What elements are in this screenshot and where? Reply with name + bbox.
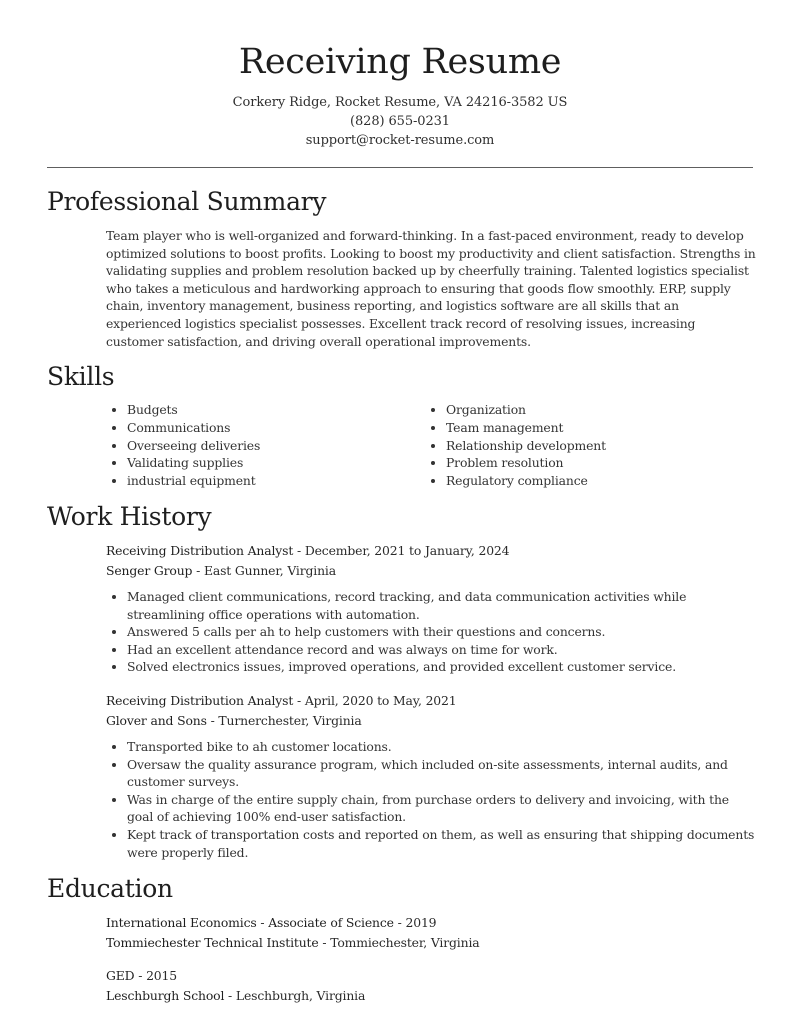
job-bullet: Managed client communications, record tracking, and data communication activities while streamlining office operations with automation. <box>106 588 756 623</box>
education-year: 2015 <box>146 968 177 983</box>
job-company: Senger Group <box>106 562 193 578</box>
job-company-line: Glover and Sons - Turnerchester, Virginia <box>106 712 362 728</box>
education-location: Leschburgh, Virginia <box>235 987 366 1003</box>
summary-heading: Professional Summary <box>47 187 327 216</box>
education-school-line: Leschburgh School - Leschburgh, Virginia <box>106 987 366 1003</box>
skill-item: Regulatory compliance <box>425 472 744 490</box>
job-responsibilities <box>106 738 756 861</box>
work-history-heading: Work History <box>47 502 212 531</box>
skill-item: Team management <box>425 419 744 437</box>
education-entry <box>106 966 756 1005</box>
job-bullet: Oversaw the quality assurance program, which included on-site assessments, internal audits, and customer surveys. <box>106 756 756 791</box>
contact-phone: (828) 655-0231 <box>350 114 450 129</box>
job-position: Receiving Distribution Analyst <box>106 543 294 558</box>
job-bullet: Kept track of transportation costs and reported on them, as well as ensuring that shipping documents were properly filed. <box>106 826 756 861</box>
job-location: Turnerchester, Virginia <box>218 712 362 728</box>
education-degree: Associate of Science <box>268 915 394 930</box>
skills-column-right <box>425 401 744 490</box>
summary-text: Team player who is well-organized and forward-thinking. In a fast-paced environment, ready to develop optimized solutions to boost profits. Looking to boost my productivity and client satisfaction. Strengths in validating supplies and problem resolution backed up by cheerfully training. Talented logistics specialist who takes a meticulous and hardworking approach to ensuring that goods flow smoothly. ERP, supply chain, inventory management, business reporting, and logistics software are all skills that an experienced logistics specialist possesses. Excellent track record of resolving issues, increasing customer satisfaction, and driving overall operational improvements. <box>106 228 756 349</box>
skill-item: industrial equipment <box>106 472 425 490</box>
job-entry <box>106 691 756 861</box>
job-responsibilities <box>106 588 756 676</box>
skill-item: Problem resolution <box>425 454 744 472</box>
job-title-line: Receiving Distribution Analyst - December, 2021 to January, 2024 <box>106 543 510 558</box>
education-entry <box>106 913 756 952</box>
skill-item: Organization <box>425 401 744 419</box>
job-title-line: Receiving Distribution Analyst - April, 2020 to May, 2021 <box>106 693 457 708</box>
job-location: East Gunner, Virginia <box>203 562 336 578</box>
skill-item: Overseeing deliveries <box>106 437 425 455</box>
education-field: International Economics <box>106 915 257 930</box>
job-bullet: Transported bike to ah customer locations. <box>106 738 756 756</box>
resume-header <box>0 40 800 150</box>
skill-item: Validating supplies <box>106 454 425 472</box>
education-year: 2019 <box>405 915 437 930</box>
job-position: Receiving Distribution Analyst <box>106 693 294 708</box>
education-school: Tommiechester Technical Institute <box>106 934 319 950</box>
contact-info <box>0 93 800 150</box>
skills-list <box>106 401 756 490</box>
job-bullet: Answered 5 calls per ah to help customers with their questions and concerns. <box>106 623 756 641</box>
skill-item: Communications <box>106 419 425 437</box>
education-field: GED <box>106 968 135 983</box>
education-heading: Education <box>47 874 173 903</box>
education-degree-line: GED - 2015 <box>106 968 177 983</box>
education-degree-line: International Economics - Associate of Science - 2019 <box>106 915 437 930</box>
skill-item: Relationship development <box>425 437 744 455</box>
contact-email: support@rocket-resume.com <box>305 133 495 148</box>
job-header <box>106 541 756 580</box>
education-location: Tommiechester, Virginia <box>330 934 480 950</box>
job-company-line: Senger Group - East Gunner, Virginia <box>106 562 336 578</box>
header-divider <box>47 167 753 168</box>
job-dates: December, 2021 to January, 2024 <box>304 543 510 558</box>
contact-address: Corkery Ridge, Rocket Resume, VA 24216-3582 US <box>232 95 568 110</box>
education-school: Leschburgh School <box>106 987 225 1003</box>
job-company: Glover and Sons <box>106 712 207 728</box>
job-bullet: Had an excellent attendance record and was always on time for work. <box>106 641 756 659</box>
job-entry <box>106 541 756 676</box>
job-dates: April, 2020 to May, 2021 <box>304 693 457 708</box>
skills-heading: Skills <box>47 362 115 391</box>
job-bullet: Solved electronics issues, improved operations, and provided excellent customer service. <box>106 658 756 676</box>
job-header <box>106 691 756 730</box>
resume-title: Receiving Resume <box>238 42 562 82</box>
education-school-line: Tommiechester Technical Institute - Tommiechester, Virginia <box>106 934 480 950</box>
skills-column-left <box>106 401 425 490</box>
job-bullet: Was in charge of the entire supply chain, from purchase orders to delivery and invoicing, with the goal of achieving 100% end-user satisfaction. <box>106 791 756 826</box>
skill-item: Budgets <box>106 401 425 419</box>
